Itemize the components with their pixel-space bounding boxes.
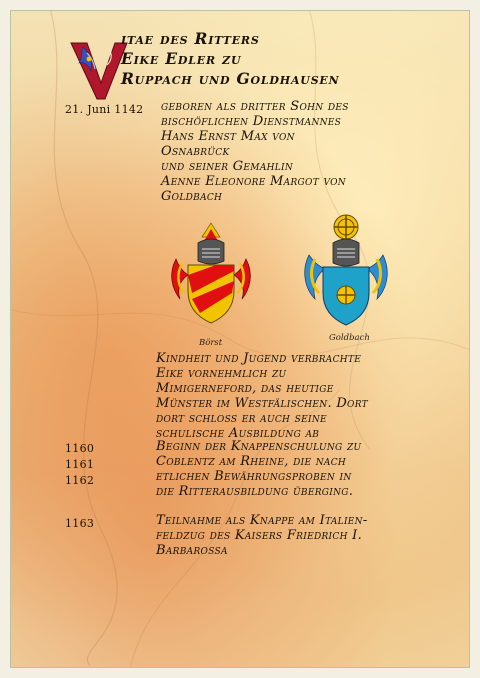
illuminated-initial <box>69 39 129 101</box>
parchment-page <box>10 10 470 668</box>
crest-caption-borst: Börst <box>199 338 223 348</box>
title-line-1: itae des Ritters <box>121 29 260 48</box>
year-label: 1160 <box>65 442 95 455</box>
birth-line: und seiner Gemahlin <box>161 159 294 174</box>
childhood-line: Eike vornehmlich zu <box>156 366 287 381</box>
childhood-line: schulische Ausbildung ab <box>156 426 320 441</box>
year-label: 1161 <box>65 458 95 471</box>
goldbach-coat-of-arms-icon <box>301 209 391 329</box>
year-label: 1163 <box>65 517 95 530</box>
crusade-line: Teilnahme als Knappe am Italien- <box>156 513 368 528</box>
squire-line: die Ritterausbildung überging. <box>156 484 354 499</box>
birth-line: geboren als dritter Sohn des <box>161 99 349 114</box>
birth-line: Goldbach <box>161 189 223 204</box>
squire-line: Coblentz am Rheine, die nach <box>156 454 347 469</box>
childhood-line: dort schloss er auch seine <box>156 411 327 426</box>
squire-line: etlichen Bewährungsproben in <box>156 469 352 484</box>
borst-coat-of-arms-icon <box>166 219 256 334</box>
year-label: 1162 <box>65 474 95 487</box>
childhood-line: Kindheit und Jugend verbrachte <box>156 351 362 366</box>
crusade-line: Barbarossa <box>156 543 228 558</box>
birth-line: bischöflichen Dienstmannes <box>161 114 342 129</box>
squire-line: Beginn der Knappenschulung zu <box>156 439 362 454</box>
crusade-line: feldzug des Kaisers Friedrich I. <box>156 528 363 543</box>
birth-date: 21. Juni 1142 <box>65 103 144 116</box>
title-line-2: Eike Edler zu <box>121 49 242 68</box>
birth-line: Hans Ernst Max von <box>161 129 295 144</box>
birth-line: Aenne Eleonore Margot von <box>161 174 346 189</box>
crest-caption-goldbach: Goldbach <box>329 333 370 343</box>
title-line-3: Ruppach und Goldhausen <box>121 69 340 88</box>
childhood-line: Mimigerneford, das heutige <box>156 381 334 396</box>
childhood-line: Münster im Westfälischen. Dort <box>156 396 368 411</box>
birth-line: Osnabrück <box>161 144 230 159</box>
